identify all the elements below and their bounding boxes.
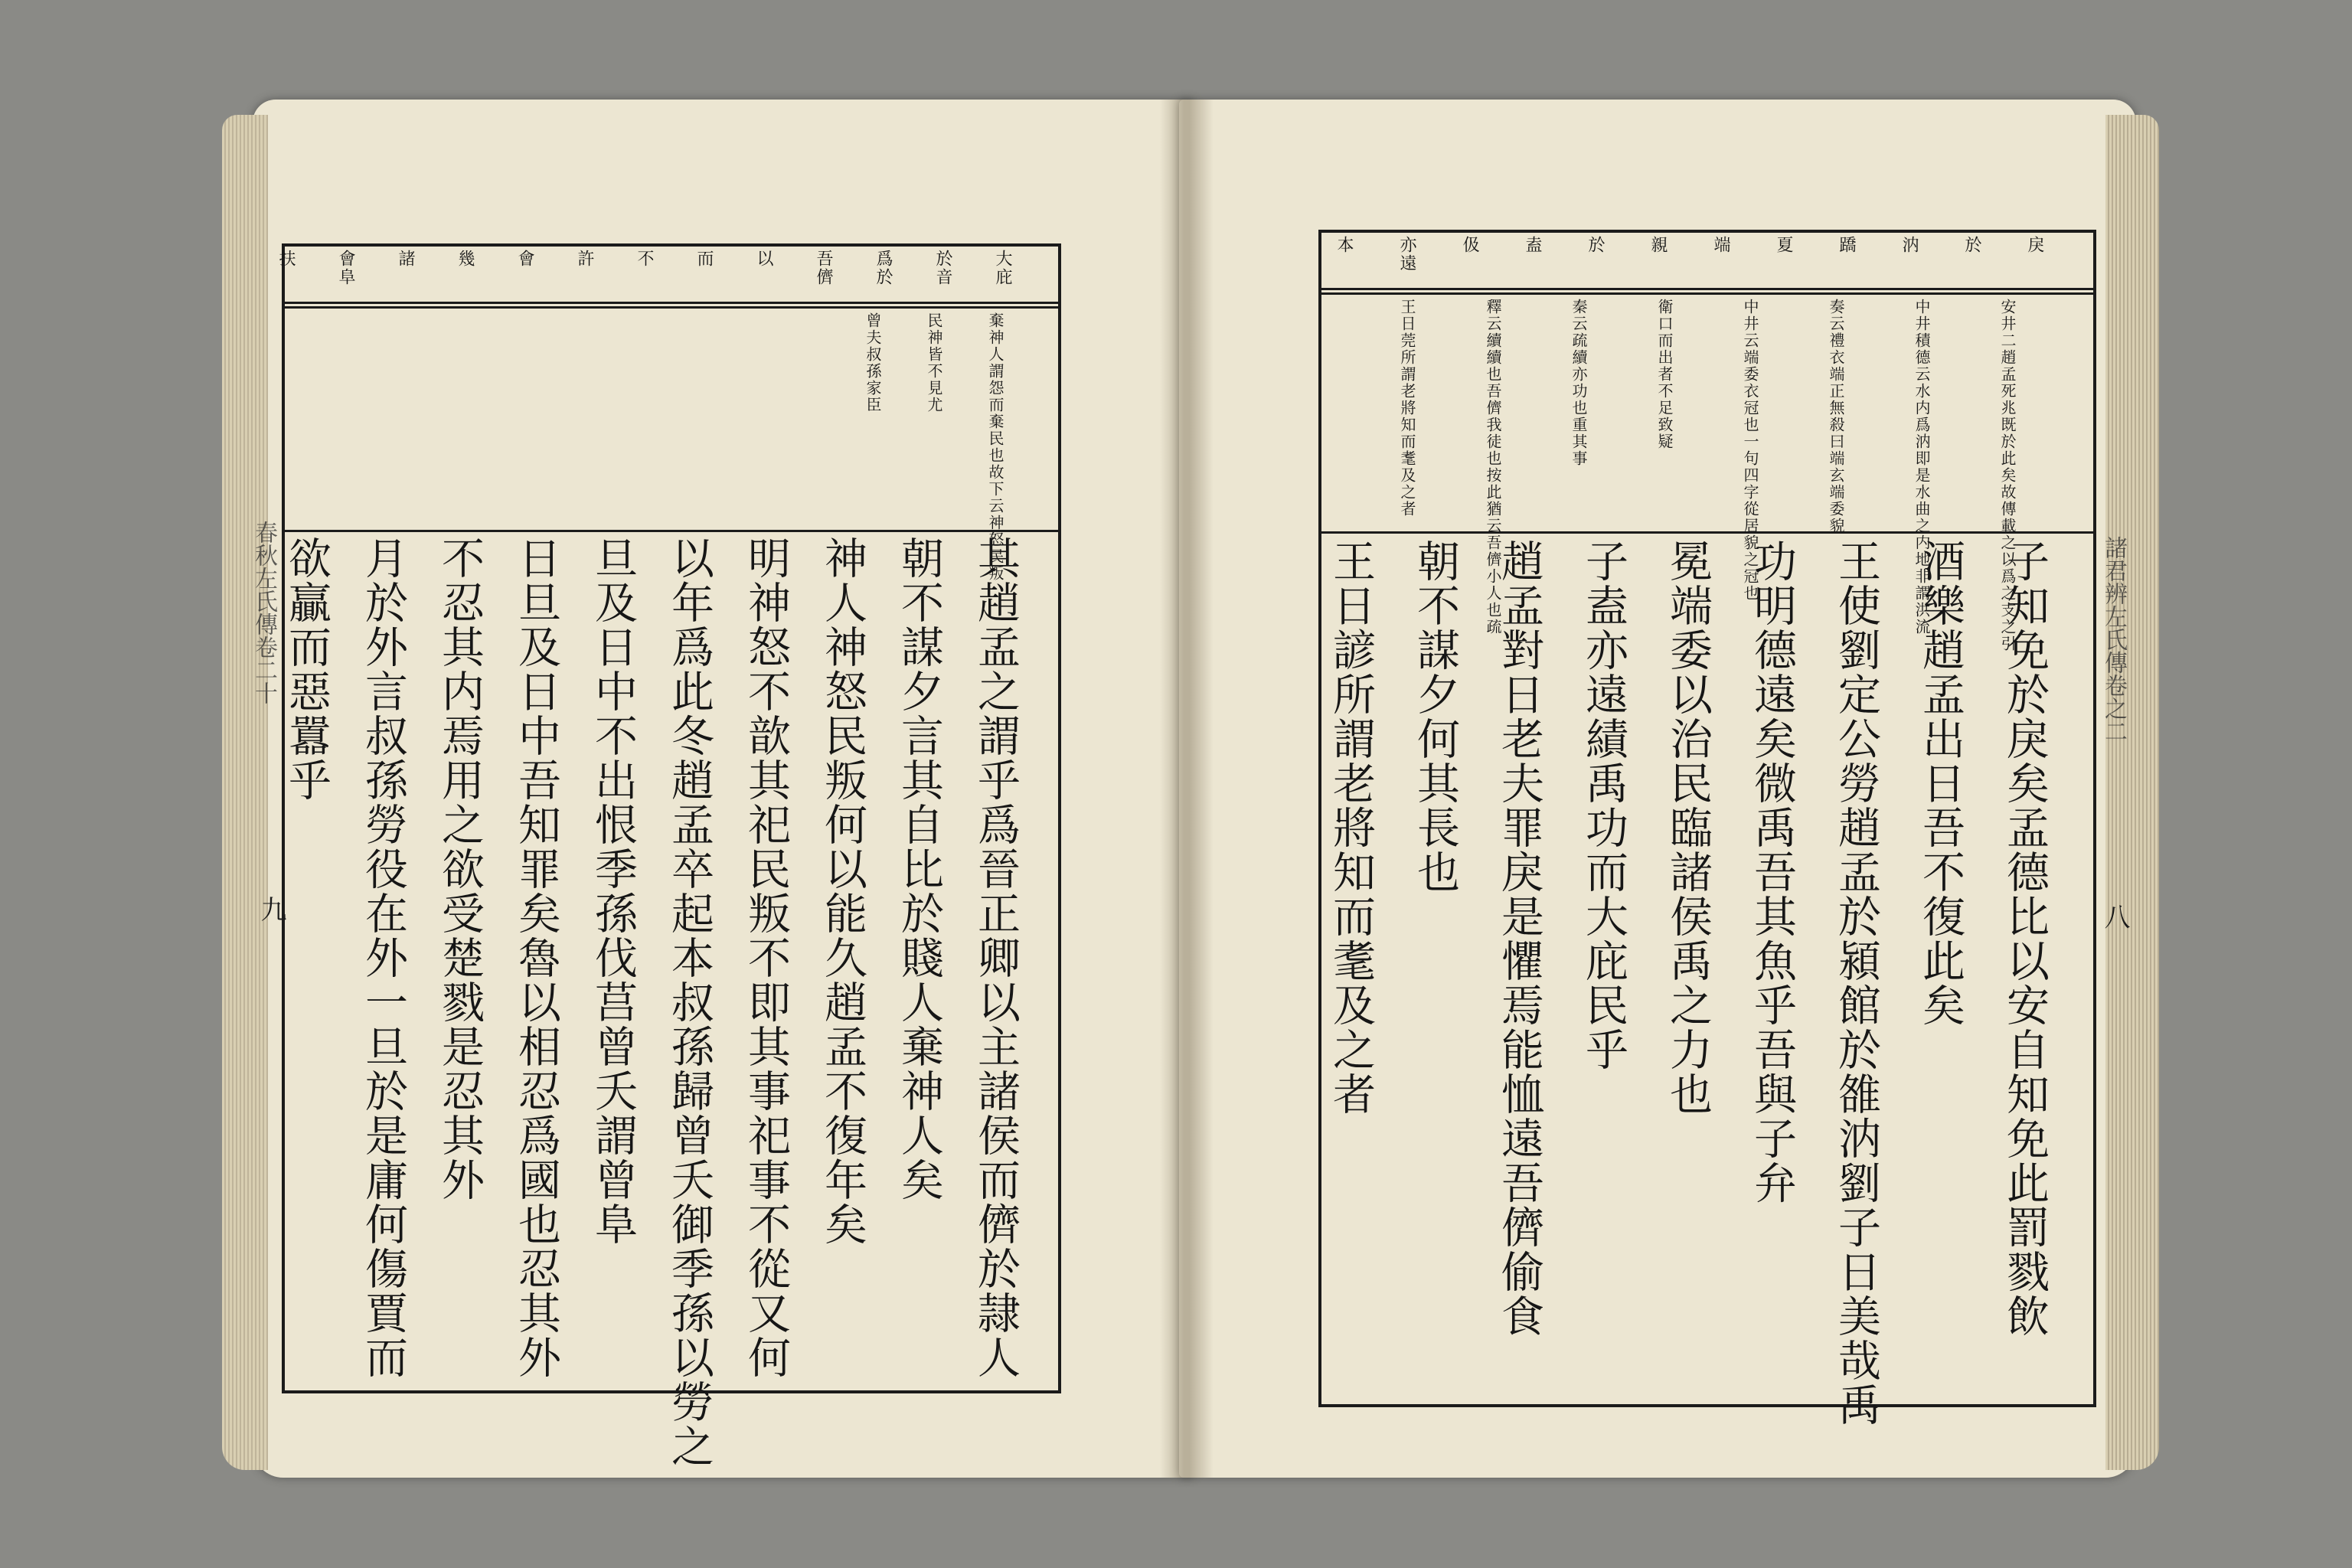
right-side-label: 諸君辨左氏傳卷之二 [2100,536,2127,743]
right-page-number: 八 [2099,903,2130,929]
header-note: 而 [694,250,714,268]
header-note: 於 [1962,236,1981,254]
main-text-column: 冕端委以治民臨諸侯禹之力也 [1663,539,1713,1116]
header-note: 扶 [276,250,296,268]
main-text-column: 月於外言叔孫勞役在外一旦於是庸何傷賈而 [358,536,408,1380]
header-note: 夏 [1774,236,1793,254]
commentary-column: 民神皆不見尤 [925,312,943,413]
right-header-rule [1318,288,2093,290]
header-note: 爲於 [874,250,893,286]
main-text-column: 子知免於戾矣孟德比以安自知免此罰戮飲 [2000,539,2050,1338]
main-text-column: 子盍亦遠績禹功而大庇民乎 [1579,539,1628,1072]
main-text-column: 功明德遠矣微禹吾其魚乎吾與子弁 [1747,539,1797,1205]
header-note: 本 [1334,236,1354,254]
commentary-column: 秦云疏續亦功也重其事 [1570,299,1588,467]
commentary-column: 釋云續續也吾儕我徒也按此猶云吾儕小人也疏 [1484,299,1502,635]
header-note: 以 [754,250,773,268]
main-text-column: 神人神怒民叛何以能久趙孟不復年矣 [818,536,867,1246]
commentary-column: 安井二趙孟死兆既於此矣故傳載之以爲之支之引 [1998,299,2017,652]
header-note: 伋 [1460,236,1479,254]
commentary-column: 中井積德云水内爲汭即是水曲之内地非謂洪流 [1913,299,1931,635]
left-page-number: 九 [256,896,286,922]
main-text-column: 不忍其内焉用之欲受楚戮是忍其外 [435,536,485,1202]
header-note: 戾 [2025,236,2044,254]
header-note: 於音 [933,250,952,286]
main-text-column: 王日諺所謂老將知而耄及之者 [1326,539,1376,1116]
right-commentary-rule [1318,531,2093,534]
main-text-column: 明神怒不歆其祀民叛不即其事祀事不從又何 [741,536,791,1380]
header-note: 幾 [456,250,475,268]
header-note: 吾儕 [814,250,833,286]
header-note: 大庇 [993,250,1012,286]
commentary-column: 中井云端委衣冠也一句四字從居貌之冠也 [1741,299,1759,602]
header-note: 親 [1648,236,1668,254]
header-note: 蹻 [1837,236,1856,254]
main-text-column: 朝不謀夕言其自比於賤人棄神人矣 [894,536,944,1202]
left-header-rule [282,302,1058,304]
left-header-rule-2 [282,306,1058,309]
commentary-column: 棄神人謂怨而棄民也故下云神怒民叛 [986,312,1004,582]
header-note: 汭 [1900,236,1919,254]
header-note: 會 [515,250,534,268]
header-note: 許 [575,250,594,268]
main-text-column: 欲贏而惡囂乎 [282,536,332,802]
header-note: 盍 [1523,236,1542,254]
header-note: 亦遠 [1397,236,1416,273]
main-text-column: 趙孟對日老夫罪戾是懼焉能恤遠吾儕偷食 [1494,539,1544,1338]
left-page-edges [222,115,268,1470]
book-gutter [1160,100,1214,1478]
commentary-column: 王日莞所謂老將知而耄及之者 [1398,299,1416,518]
main-text-column: 酒樂趙孟出日吾不復此矣 [1916,539,1965,1027]
header-note: 不 [635,250,654,268]
main-text-column: 旦及日中不出恨季孫伐莒曾夭謂曾阜 [588,536,638,1246]
main-text-column: 王使劉定公勞趙孟於潁館於雒汭劉子日美哉禹 [1831,539,1881,1427]
main-text-column: 朝不謀夕何其長也 [1410,539,1460,894]
right-header-rule-2 [1318,292,2093,295]
header-note: 於 [1586,236,1605,254]
main-text-column: 其趙孟之謂乎爲晉正卿以主諸侯而儕於隷人 [971,536,1021,1380]
main-text-column: 以年爲此冬趙孟卒起本叔孫歸曾夭御季孫以勞之 [665,536,714,1468]
commentary-column: 奏云禮衣端正無殺曰端玄端委貌 [1827,299,1845,534]
header-note: 會阜 [336,250,355,286]
header-note: 諸 [396,250,415,268]
main-text-column: 日旦及日中吾知罪矣魯以相忍爲國也忍其外 [511,536,561,1380]
left-side-label: 春秋左氏傳卷二十 [250,521,277,704]
commentary-column: 曾夫叔孫家臣 [864,312,882,413]
left-commentary-rule [282,530,1058,532]
header-note: 端 [1711,236,1730,254]
commentary-column: 衛口而出者不足致疑 [1655,299,1674,450]
right-page-edges [2105,115,2159,1470]
